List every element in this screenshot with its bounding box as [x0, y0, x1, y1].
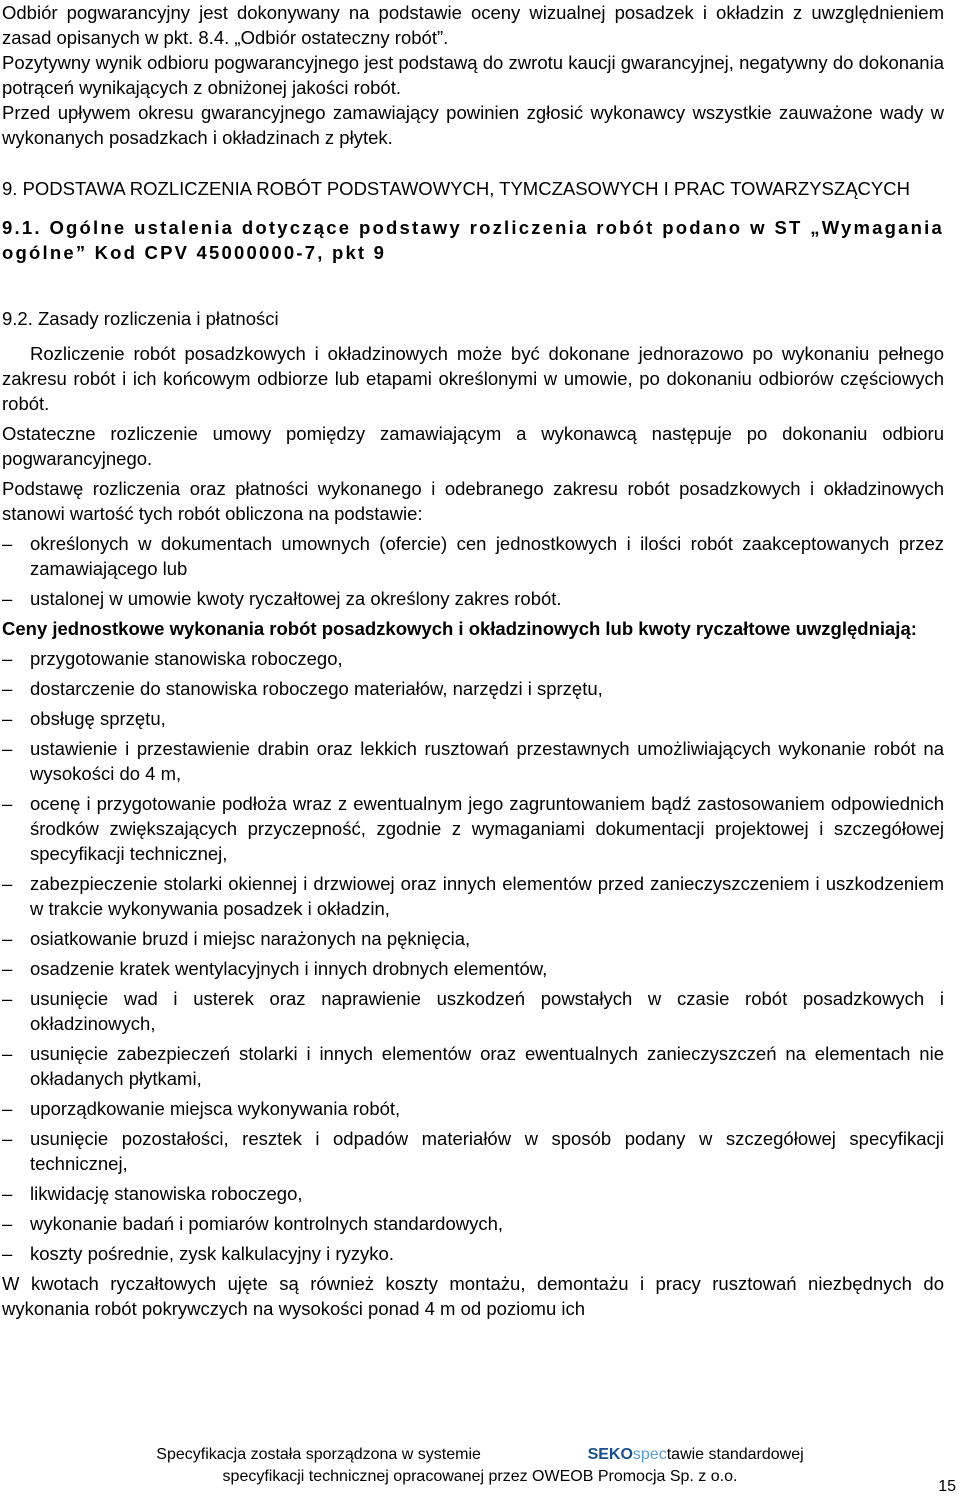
price-items-list [2, 646, 944, 1266]
page-number: 15 [938, 1478, 956, 1495]
list-item: – uporządkowanie miejsca wykonywania robót, [2, 1098, 401, 1119]
settlement-paragraph-3: Podstawę rozliczenia oraz płatności wykonanego i odebranego zakresu robót posadzkowych i okładzinowych stanowi wartość tych robót obliczona na podstawie: [2, 478, 944, 524]
list-item: – usunięcie wad i usterek oraz naprawienie uszkodzeń powstałych w czasie robót posadzkowych i okładzinowych, [2, 988, 944, 1034]
list-item: – dostarczenie do stanowiska roboczego materiałów, narzędzi i sprzętu, [2, 678, 603, 699]
list-item: – wykonanie badań i pomiarów kontrolnych standardowych, [2, 1213, 504, 1234]
list-item: – osiatkowanie bruzd i miejsc narażonych na pęknięcia, [2, 928, 471, 949]
footer-text-a: Specyfikacja została sporządzona w systemie [156, 1446, 481, 1463]
brand-logo-spec: spec [632, 1446, 667, 1463]
intro-paragraph-3: Przed upływem okresu gwarancyjnego zamawiający powinien zgłosić wykonawcy wszystkie zauważone wady w wykonanych posadzkach i okładzinach z płytek. [2, 102, 944, 148]
list-item: – obsługę sprzętu, [2, 708, 166, 729]
intro-paragraph-2: Pozytywny wynik odbioru pogwarancyjnego jest podstawą do zwrotu kaucji gwarancyjnej, negatywny do dokonania potrąceń wynikających z obniżonej jakości robót. [2, 52, 944, 98]
footer-line-1 [0, 1444, 960, 1466]
list-item: – ustalonej w umowie kwoty ryczałtowej za określony zakres robót. [2, 588, 562, 609]
list-item: – usunięcie zabezpieczeń stolarki i innych elementów oraz ewentualnych zanieczyszczeń na elementach nie okładanych płytkami, [2, 1043, 944, 1089]
settlement-paragraph-1: Rozliczenie robót posadzkowych i okładzinowych może być dokonane jednorazowo po wykonaniu pełnego zakresu robót i ich końcowym odbiorze lub etapami określonymi w umowie, po dokonaniu odbiorów częściowych robót. [2, 343, 944, 414]
section-9-heading: 9. PODSTAWA ROZLICZENIA ROBÓT PODSTAWOWYCH, TYMCZASOWYCH I PRAC TOWARZYSZĄCYCH [2, 178, 910, 199]
page-footer [0, 1440, 960, 1497]
settlement-paragraph-2: Ostateczne rozliczenie umowy pomiędzy zamawiającym a wykonawcą następuje po dokonaniu odbioru pogwarancyjnego. [2, 423, 944, 469]
prices-heading: Ceny jednostkowe wykonania robót posadzkowych i okładzinowych lub kwoty ryczałtowe uwzględniają: [2, 618, 917, 639]
basis-list [2, 531, 944, 611]
section-9-2-heading: 9.2. Zasady rozliczenia i płatności [2, 308, 279, 329]
lump-sum-paragraph: W kwotach ryczałtowych ujęte są również koszty montażu, demontażu i pracy rusztowań niezbędnych do wykonania robót pokrywczych na wysokości ponad 4 m od poziomu ich [2, 1273, 944, 1319]
list-item: – usunięcie pozostałości, resztek i odpadów materiałów w sposób podany w szczegółowej specyfikacji technicznej, [2, 1128, 944, 1174]
brand-logo-seko: SEKO [587, 1446, 633, 1463]
list-item: – określonych w dokumentach umownych (ofercie) cen jednostkowych i ilości robót zaakceptowanych przez zamawiającego lub [2, 533, 944, 579]
list-item: – osadzenie kratek wentylacyjnych i innych drobnych elementów, [2, 958, 548, 979]
section-9-1-heading: 9.1. Ogólne ustalenia dotyczące podstawy rozliczenia robót podano w ST „Wymagania ogólne” Kod CPV 45000000-7, pkt 9 [2, 217, 944, 263]
list-item: – zabezpieczenie stolarki okiennej i drzwiowej oraz innych elementów przed zanieczyszczeniem i uszkodzeniem w trakcie wykonywania posadzek i okładzin, [2, 873, 944, 919]
intro-paragraph-1: Odbiór pogwarancyjny jest dokonywany na podstawie oceny wizualnej posadzek i okładzin z uwzględnieniem zasad opisanych w pkt. 8.4. „Odbiór ostateczny robót”. [2, 2, 944, 48]
list-item: – likwidację stanowiska roboczego, [2, 1183, 303, 1204]
footer-line-2: specyfikacji technicznej opracowanej przez OWEOB Promocja Sp. z o.o. [222, 1468, 738, 1485]
list-item: – koszty pośrednie, zysk kalkulacyjny i ryzyko. [2, 1243, 394, 1264]
list-item: – przygotowanie stanowiska roboczego, [2, 648, 343, 669]
list-item: – ocenę i przygotowanie podłoża wraz z ewentualnym jego zagruntowaniem bądź zastosowaniem odpowiednich środków zwiększających przyczepność, zgodnie z wymaganiami dokumentacji projektowej i szczegółowej specyfikacji technicznej, [2, 793, 944, 864]
footer-text-b: tawie standardowej [666, 1446, 804, 1463]
list-item: – ustawienie i przestawienie drabin oraz lekkich rusztowań przestawnych umożliwiających wykonanie robót na wysokości do 4 m, [2, 738, 944, 784]
